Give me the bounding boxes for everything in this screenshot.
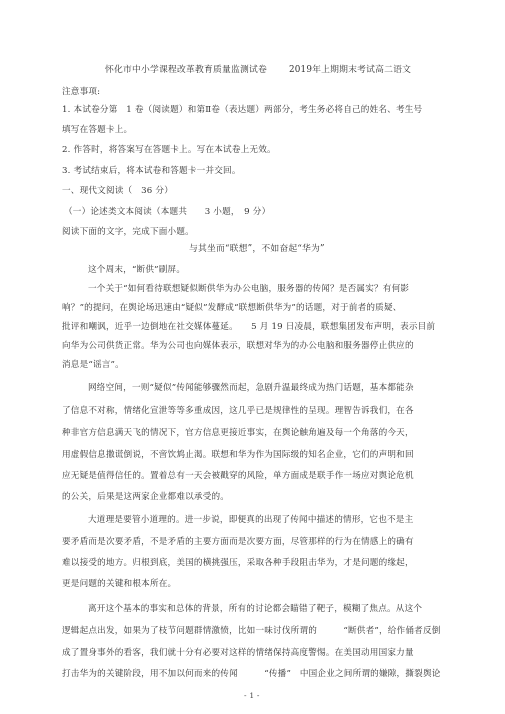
notes-rule-1: 1. 本试卷分第 1 卷（阅读题）和第Ⅱ卷（表达题）两部分，考生务必将自己的姓名、考生号 bbox=[62, 105, 423, 115]
notes-title: 注意事项: bbox=[62, 87, 101, 97]
article-line: 的公关，后果是这两家企业都难以承受的。 bbox=[62, 492, 230, 502]
article-title: 与其坐而“联想”，不如奋起“华为” bbox=[189, 244, 325, 254]
section-title: 一、现代文阅读（ 36 分） bbox=[62, 186, 173, 196]
article-line: 种非官方信息满天飞的情况下，官方信息更接近事实，在舆论触角遍及每一个角落的今天， bbox=[62, 428, 414, 438]
article-line: 大道理是要管小道理的。进一步说，即便真的出现了传闻中描述的情形，它也不是主 bbox=[88, 515, 414, 525]
article-line: 逻辑起点出发，如果为了枝节问题群情激愤，比如一味讨伐所谓的 “断供者”，给作俑者反倒 bbox=[62, 626, 441, 636]
reading-instruction: 阅读下面的文字，完成下面小题。 bbox=[62, 227, 194, 237]
article-line: 了信息不对称，情绪化宣泄等等多重成因，这几乎已是规律性的呈现。理智告诉我们，在各 bbox=[62, 406, 414, 416]
article-line: 更是问题的关键和根本所在。 bbox=[62, 579, 177, 589]
article-line: 难以接受的地方。归根到底，美国的横挑强压，采取各种手段阻击华为，才是问题的缘起， bbox=[62, 558, 414, 568]
article-line: 打击华为的关键阶段，用不加以何而来的传闻 “传播” 中国企业之间所谓的嫌隙，撕裂舆论 bbox=[62, 669, 441, 679]
article-line: 这个周末，“断供”刷屏。 bbox=[88, 265, 186, 275]
article-line: 消息是“谣言”。 bbox=[62, 360, 124, 370]
article-line: 应无疑是值得信任的。置着总有一天会被戳穿的风险，单方面成是联手作一场应对舆论危机 bbox=[62, 471, 414, 481]
page-number: - 1 - bbox=[244, 691, 260, 700]
article-line: 一个关于“如何看待联想疑似断供华为办公电脑，服务器的传闻？是否属实？有何影 bbox=[88, 284, 410, 294]
notes-rule-3: 3. 考试结束后，将本试卷和答题卡一并交回。 bbox=[62, 166, 241, 176]
exam-header bbox=[105, 64, 411, 76]
article-line: 成了置身事外的看客，我们就十分有必要对这样的情绪保持高度警惕。在美国动用国家力量 bbox=[62, 648, 414, 658]
article-line: 向华为公司供货正常。华为公司也向媒体表示，联想对华为的办公电脑和服务器停止供应的 bbox=[62, 341, 414, 351]
article-line: 用虚假信息撒谎倒说，不啻饮鸩止渴。联想和华为作为国际级的知名企业，它们的声明和回 bbox=[62, 450, 414, 460]
article-line: 要矛盾而是次要矛盾，不是矛盾的主要方面而是次要方面，尽管那样的行为在情感上的确有 bbox=[62, 537, 414, 547]
notes-rule-2: 2. 作答时，将答案写在答题卡上。写在本试卷上无效。 bbox=[62, 145, 276, 155]
article-line: 响？”的提问，在舆论场迅速由“疑似”发酵成“联想断供华为”的话题，对于前者的质疑、 bbox=[62, 303, 402, 313]
article-line: 离开这个基本的事实和总体的背景，所有的讨论都会瞄错了靶子，模糊了焦点。从这个 bbox=[88, 604, 423, 614]
subsection-title: （一）论述类文本阅读（本题共 3 小题， 9 分） bbox=[64, 207, 271, 217]
exam-title: 怀化市中小学课程改革教育质量监测试卷 bbox=[105, 65, 267, 75]
exam-term: 2019年上期期末考试高二语文 bbox=[288, 65, 412, 75]
article-line: 网络空间，一则“疑似”传闻能够骤然而起，急剧升温最终成为热门话题，基本都能杂 bbox=[88, 383, 414, 393]
article-line: 批评和嘲讽，近乎一边倒地在社交媒体蔓延。 5 月 19 日凌晨，联想集团发布声明，表示目前 bbox=[62, 322, 436, 332]
notes-rule-1-cont: 填写在答题卡上。 bbox=[62, 125, 133, 135]
